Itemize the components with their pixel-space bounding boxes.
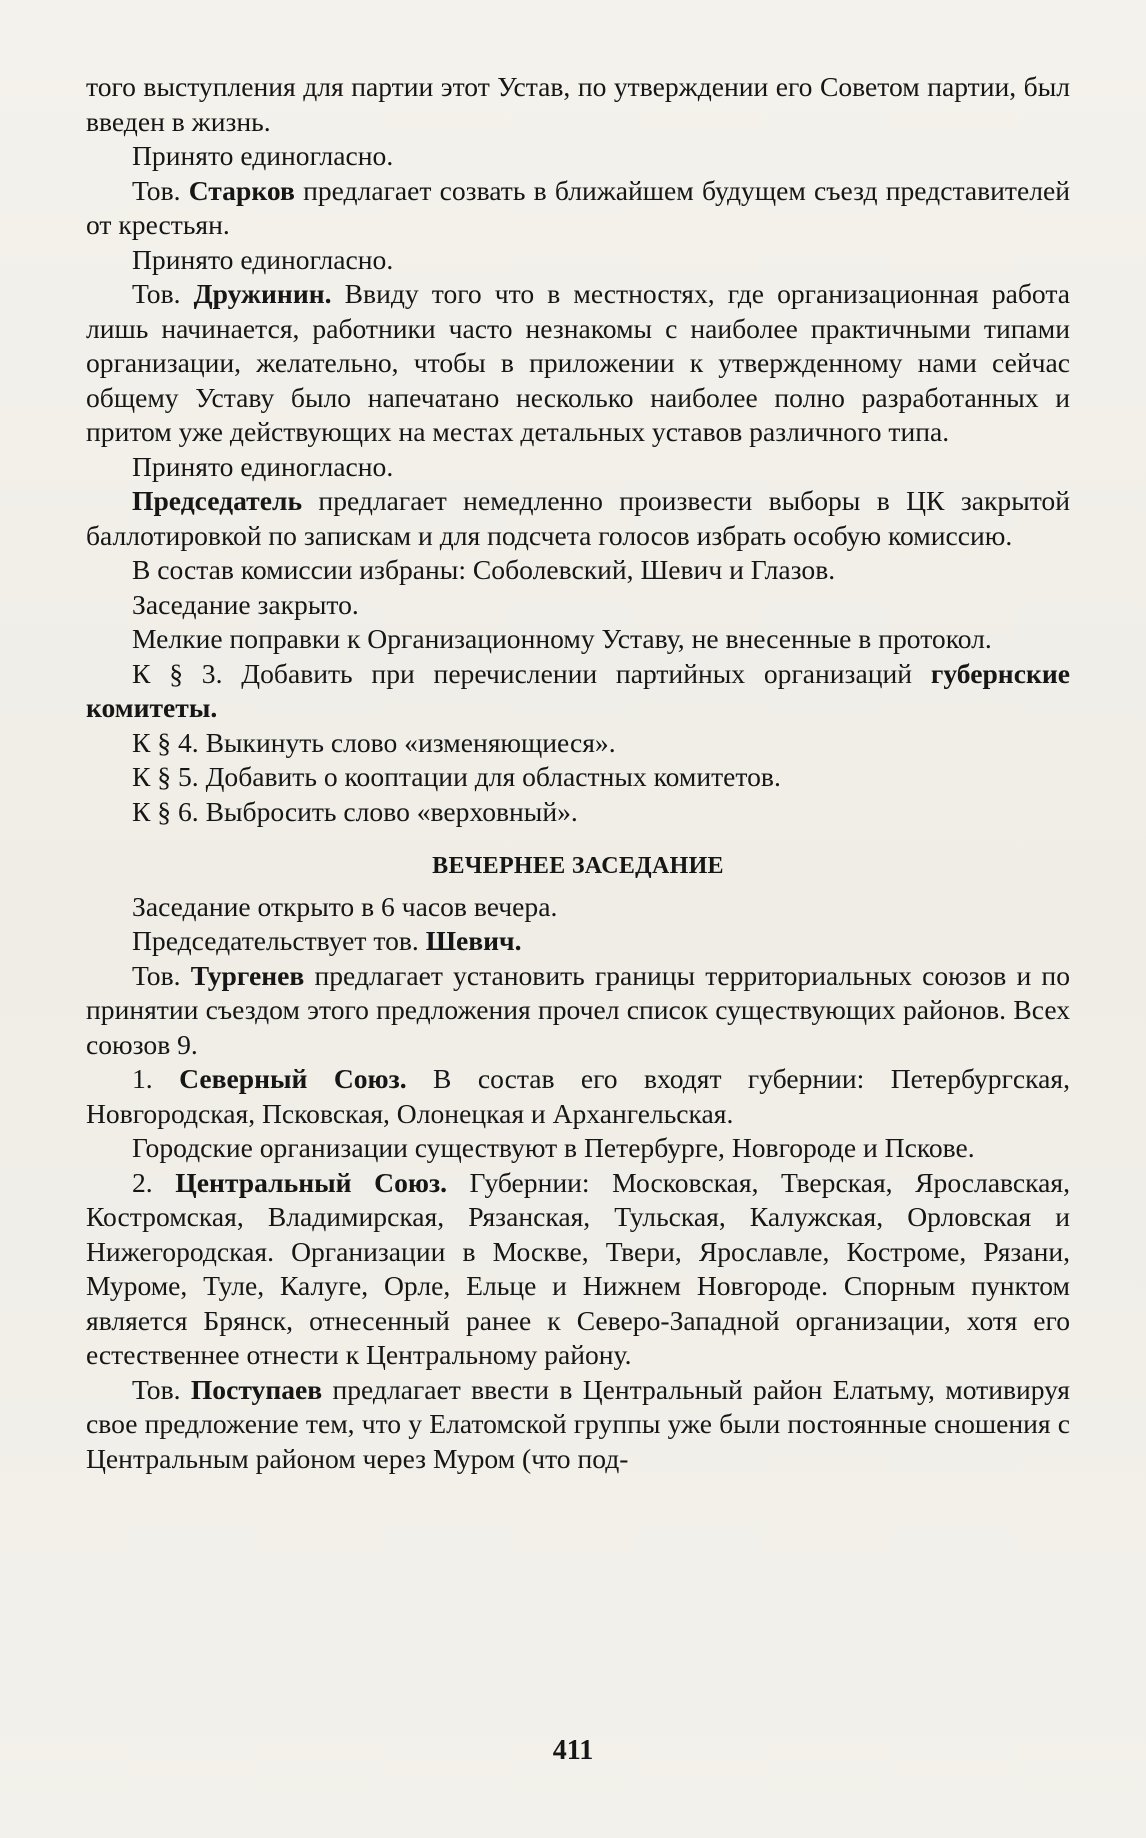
list-number: 2. (132, 1166, 176, 1198)
paragraph-text: Председательствует тов. (132, 925, 426, 956)
comrade-prefix: Тов. (132, 174, 181, 206)
speaker-name: Шевич. (425, 925, 522, 956)
paragraph: Мелкие поправки к Организационному Уставу, не внесенные в протокол. (132, 623, 992, 654)
paragraph: Заседание закрыто. (132, 588, 359, 620)
speaker-name: Дружинин. (193, 278, 332, 309)
paragraph-text: предлагает созвать в ближайшем будущем съезд представителей от крестьян. (86, 174, 1070, 240)
paragraph-text: предлагает ввести в Центральный район Елатьму, мотивируя свое предложение тем, что у Елатомской группы уже были постоянные сношения с Центральным районом через Муром (что под- (86, 1373, 1070, 1474)
section-heading: ВЕЧЕРНЕЕ ЗАСЕДАНИЕ (432, 853, 724, 879)
page-number: 411 (552, 1735, 594, 1766)
paragraph (86, 1166, 1070, 1373)
paragraph-text: предлагает установить границы территориальных союзов и по принятии съездом этого предложения прочел список существующих районов. Всех союзов 9. (86, 959, 1070, 1060)
paragraph: Принято единогласно. (132, 140, 394, 171)
paragraph: Городские организации существуют в Петербурге, Новгороде и Пскове. (132, 1132, 975, 1163)
paragraph (86, 1062, 1070, 1131)
paragraph: Принято единогласно. (132, 450, 394, 482)
paragraph (86, 959, 1070, 1063)
paragraph (86, 277, 1070, 450)
speaker-name: Поступаев (190, 1373, 323, 1405)
paragraph-text: Ввиду того что в местностях, где организационная работа лишь начинается, работники часто незнакомы с наиболее практичными типами организации, желательно, чтобы в приложении к утвержденному нами сейчас общему Уставу было напечатано несколько наиболее полно разработанных и притом уже действующих на местах детальных уставов различного типа. (86, 278, 1070, 447)
paragraph-text: Губернии: Московская, Тверская, Ярославская, Костромская, Владимирская, Рязанская, Тульская, Калужская, Орловская и Нижегородская. Организации в Москве, Твери, Ярославле, Костроме, Рязани, Муроме, Туле, Калуге, Орле, Ельце и Нижнем Новгороде. Спорным пунктом является Брянск, отнесенный ранее к Северо-Западной организации, хотя его естественнее отнести к Центральному району. (86, 1166, 1071, 1370)
comrade-prefix: Тов. (132, 1373, 181, 1405)
bold-text: губернские комитеты. (86, 657, 1070, 723)
paragraph-text: В состав его входят губернии: Петербургская, Новгородская, Псковская, Олонецкая и Архангельская. (86, 1063, 1070, 1129)
paragraph (86, 174, 1070, 243)
paragraph: К § 6. Выбросить слово «верховный». (132, 795, 578, 827)
paragraph: В состав комиссии избраны: Соболевский, Шевич и Глазов. (132, 554, 836, 585)
paragraph: К § 5. Добавить о кооптации для областных комитетов. (132, 761, 781, 792)
paragraph: Заседание открыто в 6 часов вечера. (132, 890, 558, 922)
comrade-prefix: Тов. (132, 959, 181, 991)
paragraph-text: предлагает немедленно произвести выборы в ЦК закрытой баллотировкой по запискам и для подсчета голосов избрать особую комиссию. (86, 485, 1070, 551)
paragraph (86, 924, 1070, 959)
union-name: Северный Союз. (179, 1063, 407, 1094)
speaker-name: Тургенев (190, 959, 305, 991)
paragraph (86, 484, 1070, 553)
list-number: 1. (132, 1063, 180, 1094)
paragraph (86, 1373, 1070, 1477)
paragraph: К § 4. Выкинуть слово «изменяющиеся». (132, 726, 616, 758)
union-name: Центральный Союз. (175, 1166, 447, 1198)
paragraph-text: К § 3. Добавить при перечислении партийных организаций (132, 657, 931, 689)
comrade-prefix: Тов. (132, 278, 181, 309)
speaker-name: Старков (188, 174, 295, 206)
paragraph: того выступления для партии этот Устав, по утверждении его Советом партии, был введен в жизнь. (86, 71, 1070, 137)
speaker-name: Председатель (132, 485, 303, 516)
page-text (86, 70, 1070, 1476)
paragraph (86, 657, 1070, 726)
paragraph: Принято единогласно. (132, 243, 394, 275)
